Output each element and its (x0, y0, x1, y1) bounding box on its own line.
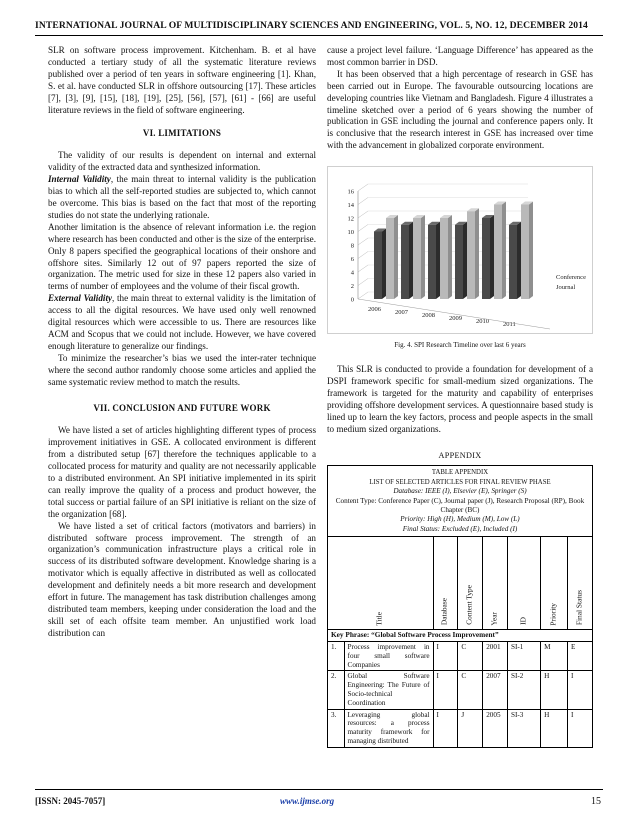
col-header-year: Year (483, 537, 508, 630)
row-content-type: C (458, 671, 483, 709)
row-number: 1. (328, 642, 345, 671)
table-row (328, 671, 593, 709)
right-column (327, 45, 593, 748)
gridline-depth (358, 238, 368, 245)
col-header-title: Title (328, 537, 434, 630)
row-year: 2001 (483, 642, 508, 671)
internal-validity-paragraph (48, 174, 316, 222)
conclusion-heading: VII. CONCLUSION AND FUTURE WORK (93, 403, 271, 414)
figure-caption: Fig. 4. SPI Research Timeline over last 6 years (394, 341, 526, 350)
bar-conference-2008 (428, 225, 436, 299)
gridline-depth (358, 265, 368, 272)
bar-side (436, 222, 440, 299)
bar-journal-2009 (467, 211, 475, 299)
y-tick-label: 4 (350, 269, 354, 277)
appendix-table-meta (328, 466, 593, 537)
y-tick-label: 10 (347, 229, 354, 237)
x-tick-label: 2007 (395, 309, 408, 317)
researcher-bias-paragraph: To minimize the researcher’s bias we used the inter-rater technique where the second author randomly choose some articles and applied the same systematic review method to match the results. (48, 352, 316, 387)
gridline-depth (358, 279, 368, 286)
col-header-content-type: Content Type (458, 537, 483, 630)
bar-side (475, 208, 479, 299)
row-year: 2007 (483, 671, 508, 709)
limitation-size-paragraph: Another limitation is the absence of relevant information i.e. the region where research has been conducted and other is the size of the enterprise. Only 8 papers specified the geographical locations of their onshore and offshore sites. Similarly 12 out of 97 papers reported the size of organization. The metric used for size in these 12 papers also varied in terms of number of employees and the volume of their fiscal growth. (48, 221, 316, 292)
row-priority: H (541, 709, 568, 747)
internal-validity-text: , the main threat to internal validity is the publication bias to which all the self-reported studies are subjected to, which cannot be overcome. This bias is based on the fact that most of the reporting studies do not state the underlying rationale. (48, 174, 316, 220)
table-row (328, 709, 593, 747)
external-validity-label: External Validity (48, 293, 113, 304)
bar-journal-2010 (494, 205, 502, 300)
x-tick-label: 2006 (368, 306, 381, 314)
chart-svg (328, 167, 592, 333)
priority-legend: Priority: High (H), Medium (M), Low (L) (400, 515, 520, 524)
gridline-depth (358, 198, 368, 205)
right-paragraph-2: It has been observed that a high percentage of research in GSE has been carried out in Europe. The favourable outsourcing locations are developing countries like Vietnam and Bangladesh. Figure 4 illustrates a timeline sketched over a period of 6 years showing the number of publication in GSE including the journal and conference papers only. It is conclusive that the research interest in GSE has increased over time with the advancement in globalized corporate environment. (327, 68, 593, 151)
conclusion-paragraph-2: We have listed a set of critical factors (motivators and barriers) in distributed software process improvement. The strength of an organization’s communication infrastructure plays a critical role in success of its distributed software development. Knowledge sharing is a motivator which is equally affective in distributed as well as collocated development and definitely needs a bit more research and development effort in future. The management has task distribution challenges among distributed team members, keeping under consideration the load and the skill set of each offsite team member. An unjustified work load distribution can (48, 520, 316, 638)
limitations-paragraph: The validity of our results is dependent on internal and external validity of the extracted data and synthesized information. (48, 150, 316, 173)
bar-side (502, 202, 506, 300)
appendix-table (327, 465, 593, 747)
bar-side (421, 215, 425, 299)
bar-side (409, 222, 413, 299)
key-phrase-row: Key Phrase: “Global Software Process Improvement” (328, 630, 593, 642)
bar-side (382, 229, 386, 300)
col-header-id: ID (508, 537, 541, 630)
row-year: 2005 (483, 709, 508, 747)
x-tick-label: 2010 (476, 318, 489, 326)
bar-side (394, 215, 398, 299)
y-tick-label: 0 (350, 296, 354, 304)
journal-website-link[interactable]: www.ijmse.org (280, 796, 335, 806)
bar-conference-2009 (455, 225, 463, 299)
bar-side (529, 202, 533, 300)
bar-journal-2006 (386, 218, 394, 299)
bar-side (517, 222, 521, 299)
bar-side (448, 215, 452, 299)
conclusion-paragraph-1: We have listed a set of articles highlighting different types of process improvement initiatives in GSE. A collocated environment is different from a distributed setup [67] therefore the techniques applicable to a collocated process for maturity and quality are not necessarily applicable to a distributed environment. An SPI initiative implemented in its spirit can really improve the quality of a process and product however, the total success or partial failure of an SPI initiative is reliant on the size of the organization [68]. (48, 425, 316, 519)
internal-validity-label: Internal Validity (48, 174, 111, 185)
appendix-header-row (328, 537, 593, 630)
external-validity-text: , the main threat to external validity is the limitation of access to all the digital resources. We have used only well renowned digital resources which were accessible to us. There are resources like ACM and Scopus that we could not include. However, we have covered enough literature to generalize our findings. (48, 293, 316, 351)
row-title: Global Software Engineering: The Future of Socio-technical Coordination (344, 671, 433, 709)
database-legend: Database: IEEE (I), Elsevier (E), Springer (S) (393, 487, 527, 496)
row-number: 3. (328, 709, 345, 747)
col-header-database: Database (433, 537, 458, 630)
limitations-heading: VI. LIMITATIONS (142, 128, 222, 139)
row-status: I (568, 671, 593, 709)
final-status-legend: Final Status: Excluded (E), Included (I) (402, 524, 518, 533)
y-tick-label: 8 (350, 242, 354, 250)
content-type-legend: Content Type: Conference Paper (C), Journal paper (J), Research Proposal (RP), Book Chapter (BC) (335, 496, 585, 515)
row-status: I (568, 709, 593, 747)
x-tick-label: 2011 (503, 321, 516, 329)
y-tick-label: 2 (350, 283, 354, 291)
journal-header: INTERNATIONAL JOURNAL OF MULTIDISCIPLINARY SCIENCES AND ENGINEERING, VOL. 5, NO. 12, DECEMBER 2014 (35, 20, 603, 36)
gridline-depth (358, 292, 368, 299)
row-priority: H (541, 671, 568, 709)
gridline-depth (358, 211, 368, 218)
appendix-table-caption: TABLE APPENDIX (431, 469, 489, 477)
row-database: I (433, 642, 458, 671)
row-id: SI-3 (508, 709, 541, 747)
bar-conference-2006 (374, 232, 382, 300)
appendix-table-subcaption: LIST OF SELECTED ARTICLES FOR FINAL REVIEW PHASE (369, 478, 551, 486)
gridline-depth (358, 184, 368, 191)
y-tick-label: 6 (350, 256, 354, 264)
row-content-type: C (458, 642, 483, 671)
x-tick-label: 2009 (449, 315, 462, 323)
y-tick-label: 14 (347, 202, 354, 210)
research-timeline-chart (327, 166, 593, 334)
bar-journal-2008 (440, 218, 448, 299)
bar-side (463, 222, 467, 299)
row-number: 2. (328, 671, 345, 709)
legend-journal: Journal (556, 284, 576, 292)
issn: [ISSN: 2045-7057] (35, 796, 106, 806)
page-number: 15 (591, 796, 601, 807)
left-column (48, 45, 316, 640)
row-status: E (568, 642, 593, 671)
row-priority: M (541, 642, 568, 671)
page-footer (35, 789, 603, 807)
row-database: I (433, 671, 458, 709)
row-content-type: J (458, 709, 483, 747)
appendix-heading: APPENDIX (438, 450, 482, 460)
row-id: SI-1 (508, 642, 541, 671)
row-database: I (433, 709, 458, 747)
bar-conference-2010 (482, 218, 490, 299)
row-id: SI-2 (508, 671, 541, 709)
right-paragraph-3: This SLR is conducted to provide a foundation for development of a DSPI framework specific for small-medium sized organizations. The framework is targeted for the maturity and capability of enterprises providing offshore development services. A questionnaire based study is lined up to learn the key factors, process and people aspects in the small to medium sized organizations. (327, 364, 593, 434)
col-header-priority: Priority (541, 537, 568, 630)
bar-conference-2007 (401, 225, 409, 299)
row-title: Leveraging global resources: a process maturity framework for managing distributed (344, 709, 433, 747)
col-header-final-status: Final Status (568, 537, 593, 630)
gridline-depth (358, 225, 368, 232)
gridline-depth (358, 252, 368, 259)
bar-journal-2011 (521, 205, 529, 300)
y-tick-label: 12 (347, 215, 354, 223)
x-tick-label: 2008 (422, 312, 435, 320)
y-tick-label: 16 (347, 188, 354, 196)
row-title: Process improvement in four small software Companies (344, 642, 433, 671)
floor-edge (358, 299, 550, 329)
table-row (328, 642, 593, 671)
intro-paragraph: SLR on software process improvement. Kitchenham. B. et al have conducted a tertiary study of all the systematic literature reviews published over a period of ten years in software engineering [1]. Khan, S. et al. have conducted SLR in offshore outsourcing [17]. These articles [7], [3], [9], [15], [18], [19], [25], [56], [57], [61] - [66] are useful literature reviews in the field of software engineering. (48, 45, 316, 115)
right-paragraph-1: cause a project level failure. ‘Language Difference’ has appeared as the most common barrier in DSD. (327, 45, 593, 67)
bar-conference-2011 (509, 225, 517, 299)
bar-journal-2007 (413, 218, 421, 299)
external-validity-paragraph (48, 293, 316, 353)
bar-side (490, 215, 494, 299)
legend-conference: Conference (556, 274, 586, 282)
